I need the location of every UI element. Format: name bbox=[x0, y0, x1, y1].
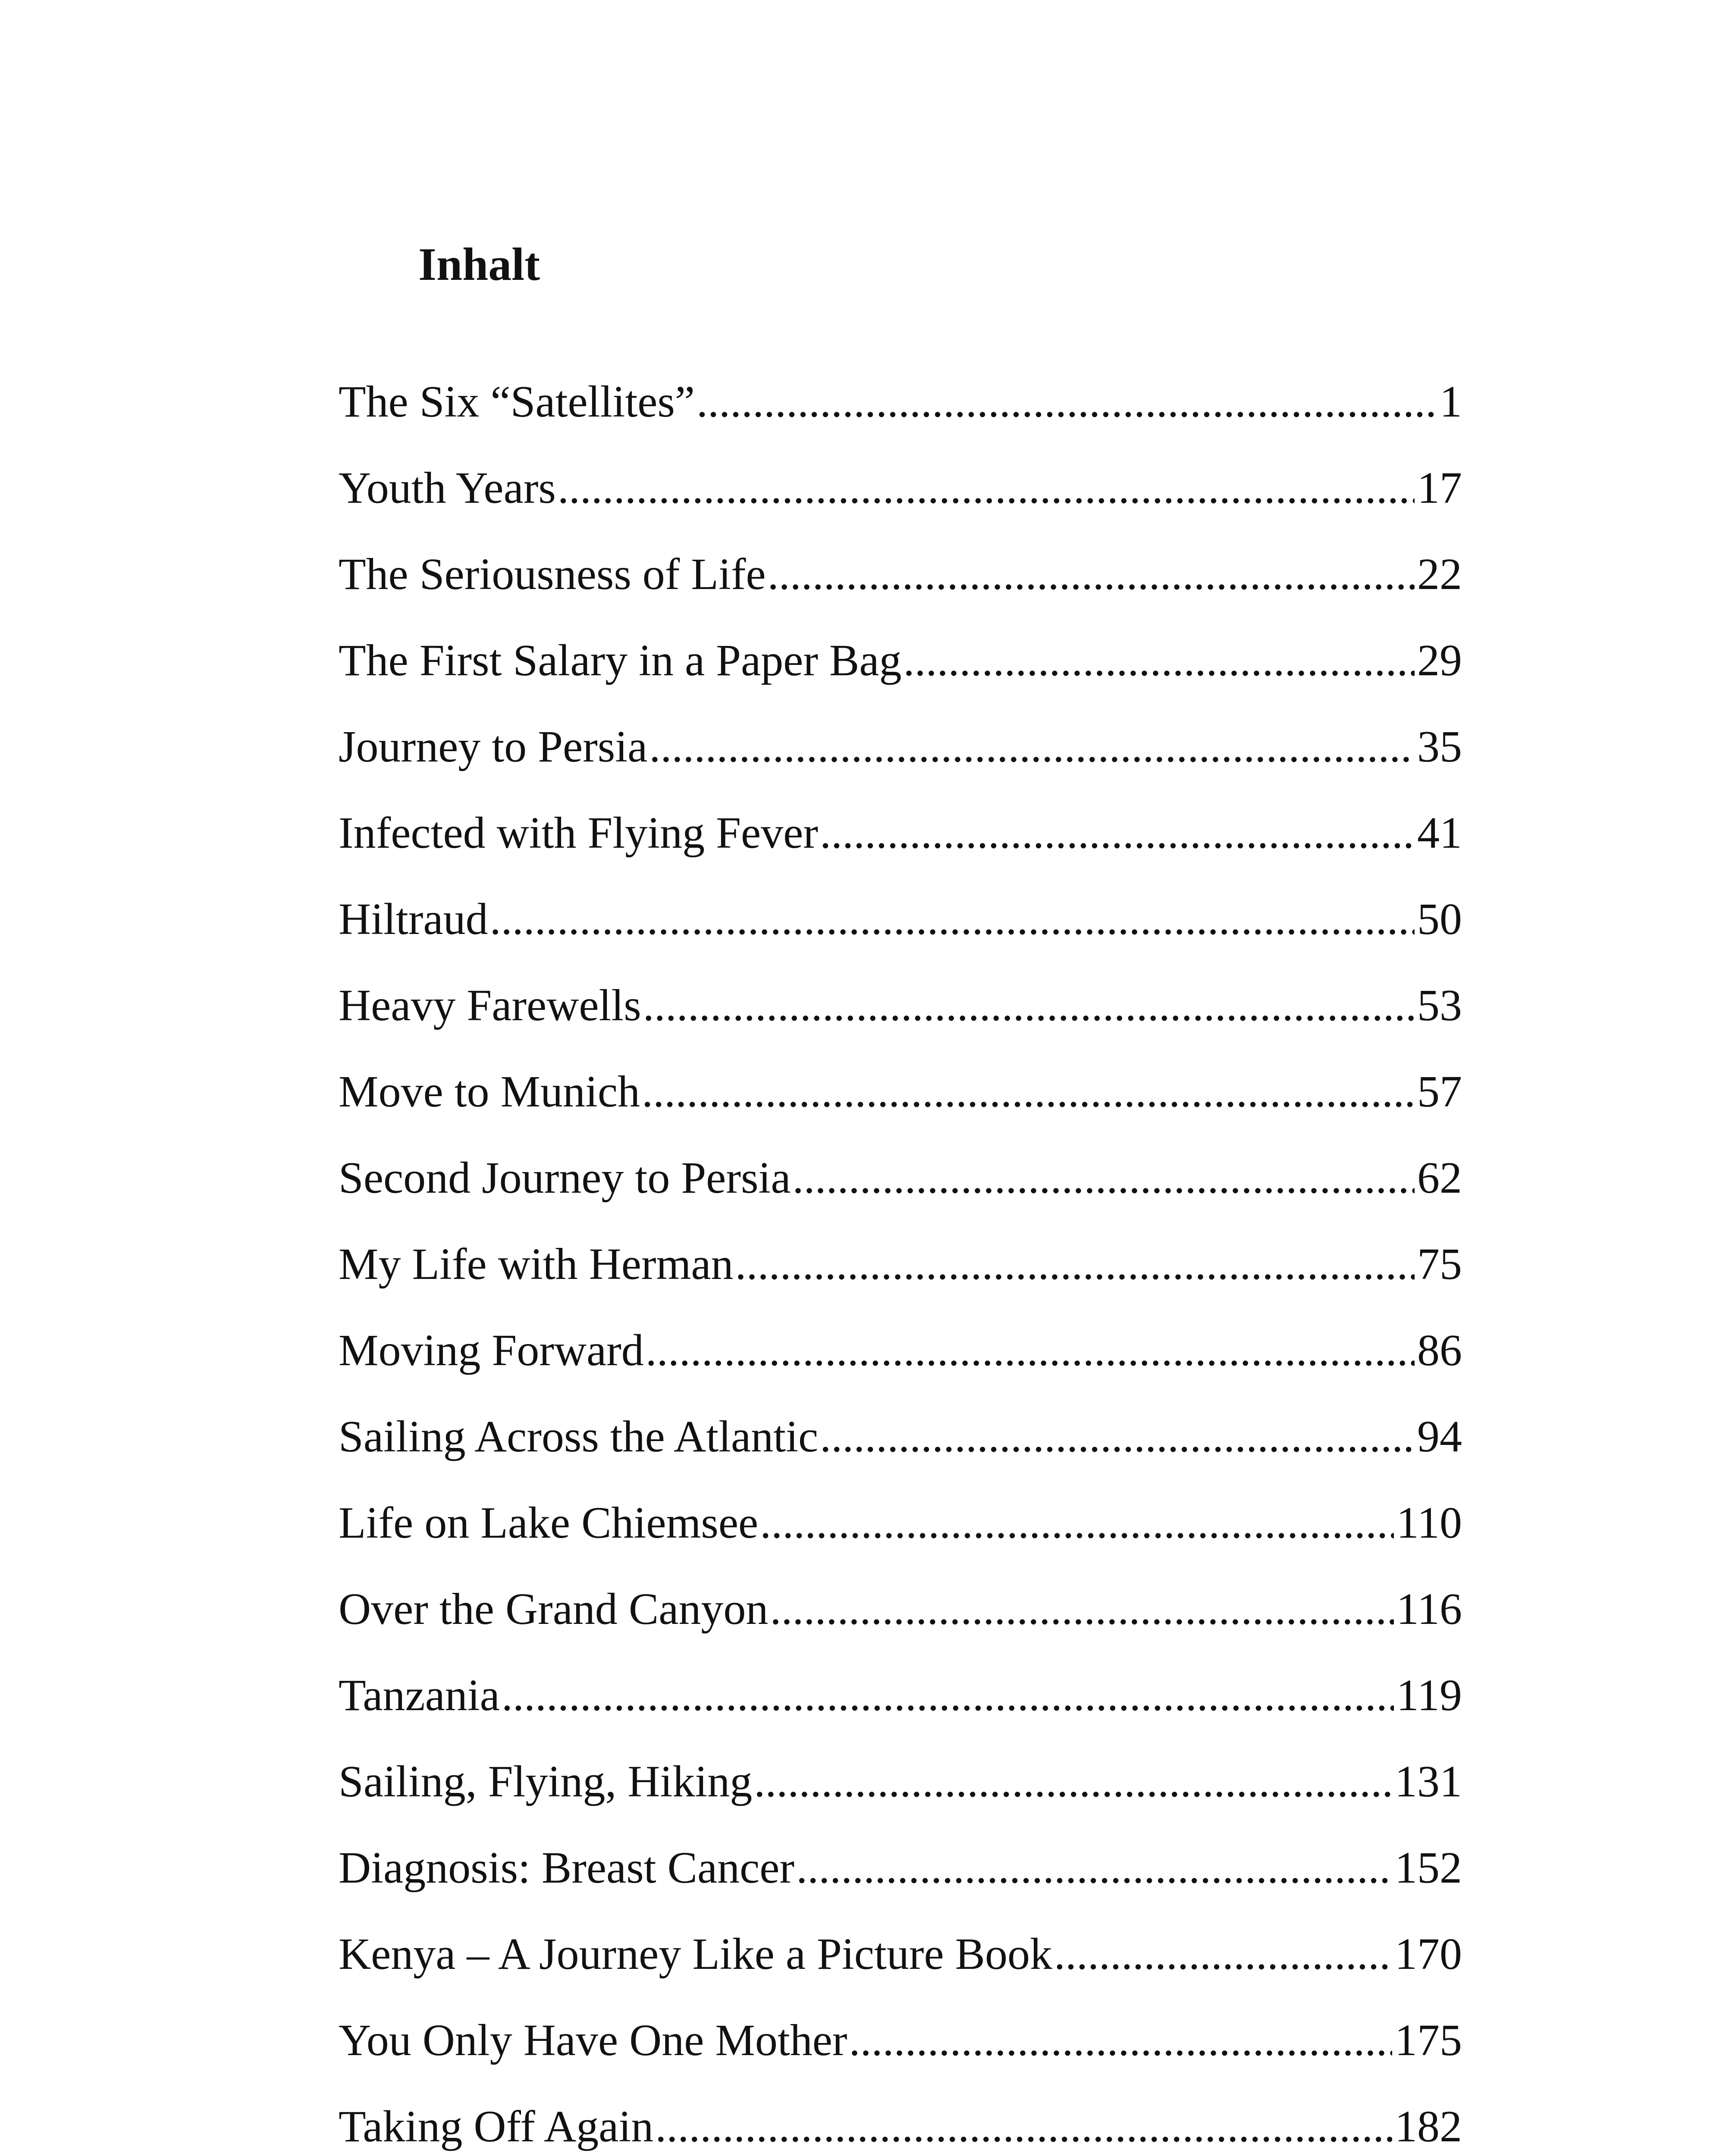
toc-entry bbox=[339, 638, 1462, 724]
toc-entry-title: Life on Lake Chiemsee bbox=[339, 1501, 759, 1548]
toc-entry-title: Moving Forward bbox=[339, 1328, 644, 1375]
toc-dot-leader bbox=[490, 897, 1415, 942]
toc-entry bbox=[339, 1069, 1462, 1156]
toc-entry-title: The Seriousness of Life bbox=[339, 552, 766, 599]
table-of-contents bbox=[339, 379, 1462, 2156]
toc-entry-title: The First Salary in a Paper Bag bbox=[339, 638, 902, 685]
toc-entry-title: Move to Munich bbox=[339, 1069, 640, 1116]
toc-entry bbox=[339, 1673, 1462, 1759]
toc-entry-title: Over the Grand Canyon bbox=[339, 1587, 769, 1634]
toc-entry-title: Journey to Persia bbox=[339, 724, 648, 771]
toc-entry-title: Infected with Flying Fever bbox=[339, 811, 818, 858]
toc-dot-leader bbox=[796, 1846, 1392, 1890]
toc-entry-title: Second Journey to Persia bbox=[339, 1156, 791, 1203]
toc-entry-title: Sailing Across the Atlantic bbox=[339, 1414, 819, 1461]
toc-dot-leader bbox=[502, 1673, 1394, 1718]
toc-dot-leader bbox=[643, 983, 1415, 1028]
toc-entry bbox=[339, 724, 1462, 811]
toc-entry-title: Diagnosis: Breast Cancer bbox=[339, 1846, 795, 1893]
toc-entry-page-number: 50 bbox=[1417, 897, 1462, 944]
toc-entry-title: Kenya – A Journey Like a Picture Book bbox=[339, 1932, 1053, 1979]
toc-entry-page-number: 41 bbox=[1417, 811, 1462, 858]
toc-entry bbox=[339, 983, 1462, 1069]
toc-entry-title: My Life with Herman bbox=[339, 1242, 734, 1289]
toc-dot-leader bbox=[646, 1328, 1415, 1373]
toc-entry-page-number: 152 bbox=[1395, 1846, 1462, 1893]
toc-entry-page-number: 86 bbox=[1417, 1328, 1462, 1375]
toc-entry bbox=[339, 2018, 1462, 2104]
toc-heading: Inhalt bbox=[418, 239, 540, 290]
toc-entry-title: The Six “Satellites” bbox=[339, 379, 695, 426]
toc-entry-title: Youth Years bbox=[339, 466, 556, 513]
toc-entry bbox=[339, 1759, 1462, 1846]
toc-dot-leader bbox=[1054, 1932, 1392, 1977]
toc-entry-page-number: 17 bbox=[1417, 466, 1462, 513]
toc-entry-page-number: 182 bbox=[1395, 2104, 1462, 2151]
toc-entry bbox=[339, 811, 1462, 897]
toc-entry-page-number: 75 bbox=[1417, 1242, 1462, 1289]
toc-dot-leader bbox=[649, 724, 1415, 769]
toc-entry-page-number: 35 bbox=[1417, 724, 1462, 771]
toc-entry-title: Taking Off Again bbox=[339, 2104, 654, 2151]
toc-entry bbox=[339, 1156, 1462, 1242]
toc-entry bbox=[339, 1932, 1462, 2018]
toc-entry-page-number: 119 bbox=[1396, 1673, 1462, 1720]
toc-entry bbox=[339, 466, 1462, 552]
toc-entry bbox=[339, 1587, 1462, 1673]
toc-entry-page-number: 131 bbox=[1395, 1759, 1462, 1806]
toc-entry bbox=[339, 1328, 1462, 1414]
toc-entry-title: Heavy Farewells bbox=[339, 983, 641, 1030]
toc-entry-page-number: 116 bbox=[1396, 1587, 1462, 1634]
toc-dot-leader bbox=[735, 1242, 1415, 1287]
toc-entry bbox=[339, 897, 1462, 983]
toc-dot-leader bbox=[760, 1501, 1394, 1545]
toc-entry-page-number: 94 bbox=[1417, 1414, 1462, 1461]
toc-entry-page-number: 110 bbox=[1396, 1501, 1462, 1548]
toc-entry bbox=[339, 1242, 1462, 1328]
toc-entry bbox=[339, 1846, 1462, 1932]
toc-dot-leader bbox=[768, 552, 1415, 597]
toc-entry bbox=[339, 2104, 1462, 2156]
toc-dot-leader bbox=[754, 1759, 1392, 1804]
toc-entry-page-number: 175 bbox=[1395, 2018, 1462, 2065]
toc-dot-leader bbox=[849, 2018, 1392, 2063]
toc-entry-page-number: 53 bbox=[1417, 983, 1462, 1030]
toc-entry-page-number: 22 bbox=[1417, 552, 1462, 599]
toc-entry bbox=[339, 552, 1462, 638]
toc-dot-leader bbox=[770, 1587, 1393, 1632]
toc-entry-title: Hiltraud bbox=[339, 897, 488, 944]
toc-dot-leader bbox=[792, 1156, 1415, 1200]
toc-entry-page-number: 1 bbox=[1440, 379, 1462, 426]
toc-dot-leader bbox=[820, 1414, 1415, 1459]
toc-entry-page-number: 57 bbox=[1417, 1069, 1462, 1116]
toc-dot-leader bbox=[697, 379, 1437, 424]
toc-entry-title: Tanzania bbox=[339, 1673, 500, 1720]
toc-dot-leader bbox=[655, 2104, 1392, 2149]
toc-entry-page-number: 170 bbox=[1395, 1932, 1462, 1979]
toc-entry-title: You Only Have One Mother bbox=[339, 2018, 847, 2065]
toc-entry-page-number: 62 bbox=[1417, 1156, 1462, 1203]
toc-entry bbox=[339, 1414, 1462, 1501]
toc-entry bbox=[339, 1501, 1462, 1587]
toc-dot-leader bbox=[903, 638, 1415, 683]
toc-dot-leader bbox=[642, 1069, 1415, 1114]
toc-entry-page-number: 29 bbox=[1417, 638, 1462, 685]
toc-dot-leader bbox=[820, 811, 1415, 856]
toc-dot-leader bbox=[558, 466, 1415, 511]
toc-entry-title: Sailing, Flying, Hiking bbox=[339, 1759, 753, 1806]
toc-entry bbox=[339, 379, 1462, 466]
